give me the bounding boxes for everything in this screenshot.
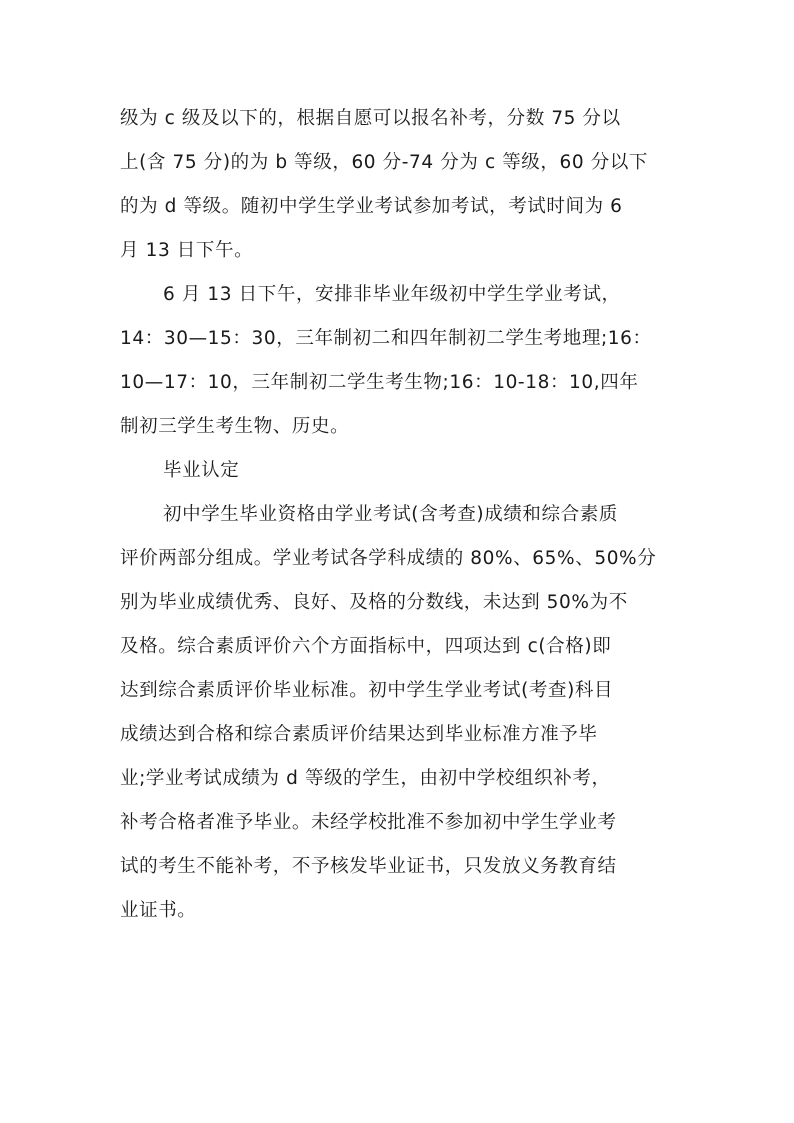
text-line: 上(含 75 分)的为 b 等级，60 分-74 分为 c 等级，60 分以下 (120, 152, 649, 173)
text-line: 评价两部分组成。学业考试各学科成绩的 80%、65%、50%分 (120, 548, 657, 569)
text-line: 10—17：10，三年制初二学生考生物;16：10-18：10,四年 (120, 372, 639, 393)
text-line: 试的考生不能补考，不予核发毕业证书，只发放义务教育结 (120, 856, 617, 877)
text-line: 业证书。 (120, 900, 197, 921)
text-line: 的为 d 等级。随初中学生学业考试参加考试，考试时间为 6 (120, 196, 623, 217)
text-line: 月 13 日下午。 (120, 240, 254, 261)
text-line: 及格。综合素质评价六个方面指标中，四项达到 c(合格)即 (120, 636, 612, 657)
text-line: 成绩达到合格和综合素质评价结果达到毕业标准方准予毕 (120, 724, 598, 745)
text-line: 制初三学生考生物、历史。 (120, 416, 350, 437)
text-line: 补考合格者准予毕业。未经学校批准不参加初中学生学业考 (120, 812, 617, 833)
section-heading: 毕业认定 (163, 460, 240, 481)
text-line: 初中学生毕业资格由学业考试(含考查)成绩和综合素质 (163, 504, 618, 525)
text-line: 14：30—15：30，三年制初二和四年制初二学生考地理;16： (120, 328, 652, 349)
text-line: 业;学业考试成绩为 d 等级的学生，由初中学校组织补考， (120, 768, 611, 789)
text-line: 级为 c 级及以下的，根据自愿可以报名补考，分数 75 分以 (120, 108, 621, 129)
text-line: 达到综合素质评价毕业标准。初中学生学业考试(考查)科目 (120, 680, 614, 701)
text-line: 别为毕业成绩优秀、良好、及格的分数线，未达到 50%为不 (120, 592, 628, 613)
text-line: 6 月 13 日下午，安排非毕业年级初中学生学业考试， (163, 284, 621, 305)
